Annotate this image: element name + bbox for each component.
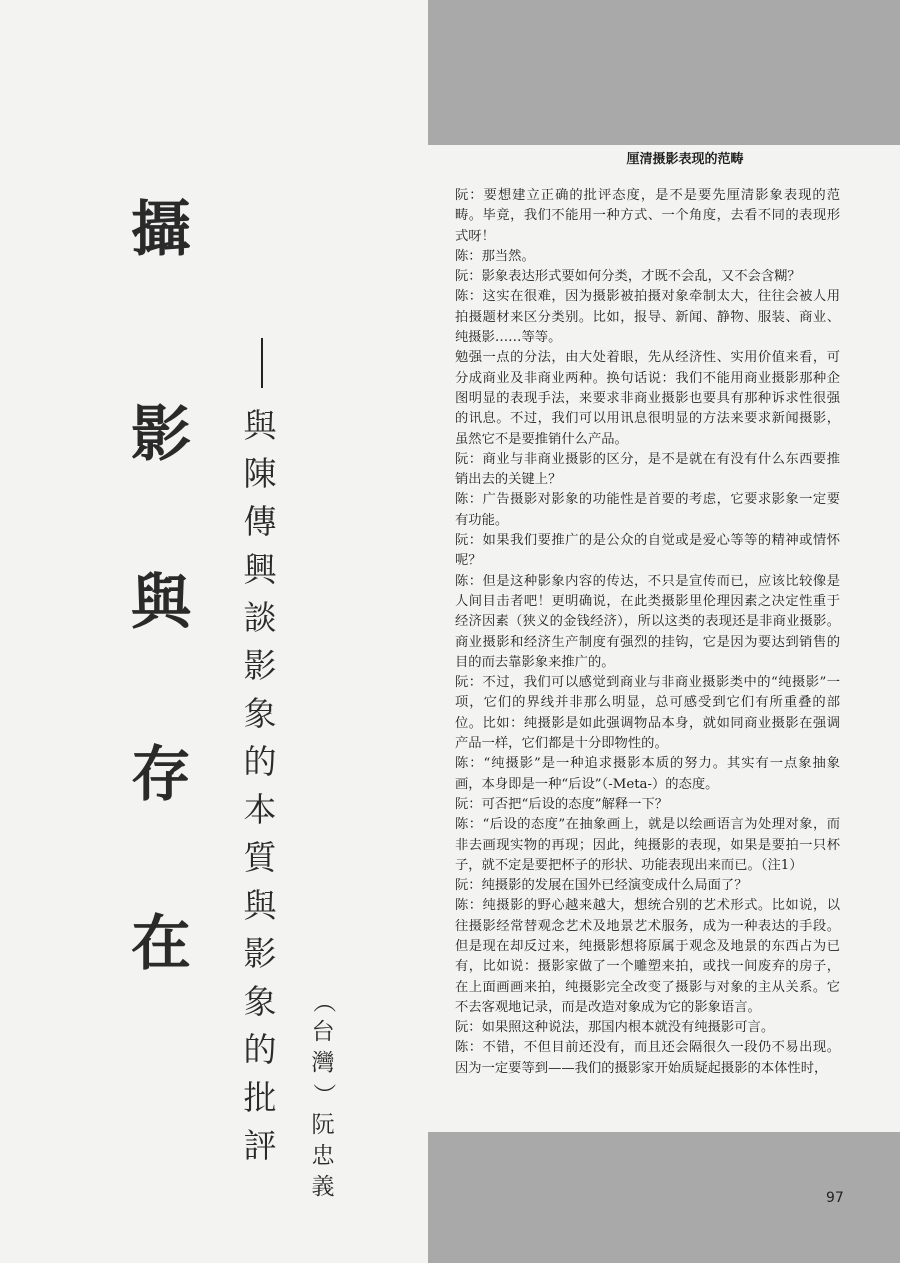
subtitle-char: 質 bbox=[243, 838, 277, 877]
subtitle-char: 陳 bbox=[243, 454, 277, 493]
paragraph: 陈：不错，不但目前还没有，而且还会隔很久一段仍不易出现。因为一定要等到——我们的摄影家开始质疑起摄影的本体性时， bbox=[455, 1040, 840, 1076]
subtitle bbox=[238, 402, 282, 1170]
subtitle-char: 談 bbox=[243, 598, 277, 637]
paragraph: 陈：那当然。 bbox=[455, 248, 535, 264]
paragraph: 陈：但是这种影象内容的传达，不只是宣传而已，应该比较像是人间目击者吧！更明确说，在此类摄影里伦理因素之决定性重于经济因素（狭义的金钱经济），所以这类的表现还是非商业摄影。商业摄影和经济生产制度有强烈的挂钩，它是因为要达到销售的目的而去靠影象来推广的。 bbox=[455, 573, 840, 670]
subtitle-char: 象 bbox=[243, 694, 277, 733]
paragraph: 勉强一点的分法，由大处着眼，先从经济性、实用价值来看，可分成商业及非商业两种。换句话说：我们不能用商业摄影那种企图明显的表现手法，来要求非商业摄影也要具有那种诉求性很强的讯息。不过，我们可以用讯息很明显的方法来要求新闻摄影，虽然它不是要推销什么产品。 bbox=[455, 350, 840, 447]
author-char: 忠 bbox=[311, 1143, 335, 1169]
paragraph: 陈：这实在很难，因为摄影被拍摄对象牵制太大，往往会被人用拍摄题材来区分类别。比如，报导、新闻、静物、服装、商业、纯摄影……等等。 bbox=[455, 289, 840, 346]
subtitle-char: 批 bbox=[243, 1078, 277, 1117]
body-text bbox=[455, 186, 840, 1079]
paragraph: 陈：“后设的态度”在抽象画上，就是以绘画语言为处理对象，而非去画现实物的再现；因此，纯摄影的表现，如果是要拍一只杯子，就不定是要把杯子的形状、功能表现出来而已。（注1） bbox=[455, 817, 840, 873]
page-number: 97 bbox=[826, 1190, 844, 1206]
paragraph: 阮：商业与非商业摄影的区分，是不是就在有没有什么东西要推销出去的关键上？ bbox=[455, 451, 840, 488]
paragraph: 陈：“纯摄影”是一种追求摄影本质的努力。其实有一点象抽象画，本身即是一种“后设”（-Meta-）的态度。 bbox=[455, 756, 840, 792]
subtitle-char: 與 bbox=[243, 406, 277, 445]
subtitle-char: 興 bbox=[243, 550, 277, 589]
top-gray-band bbox=[428, 0, 900, 145]
subtitle-dash bbox=[261, 338, 263, 388]
title-char: 攝 bbox=[131, 195, 191, 265]
paragraph: 阮：如果照这种说法，那国内根本就没有纯摄影可言。 bbox=[455, 1020, 775, 1036]
author-char: （ bbox=[310, 990, 337, 1013]
author-char: 灣 bbox=[311, 1050, 335, 1076]
subtitle-char: 評 bbox=[243, 1126, 277, 1165]
paragraph: 陈：纯摄影的野心越来越大，想统合别的艺术形式。比如说，以往摄影经常替观念艺术及地景艺术服务，成为一种表达的手段。但是现在却反过来，纯摄影想将原属于观念及地景的东西占为已有，比如说：摄影家做了一个雕塑来拍，或找一间废弃的房子，在上面画画来拍，纯摄影完全改变了摄影与对象的主从关系。它不去客观地记录，而是改造对象成为它的影象语言。 bbox=[455, 898, 840, 1015]
subtitle-char: 本 bbox=[243, 790, 277, 829]
author-char: 台 bbox=[311, 1019, 335, 1045]
title-char: 在 bbox=[131, 909, 191, 979]
subtitle-char: 象 bbox=[243, 982, 277, 1021]
subtitle-char: 影 bbox=[243, 646, 277, 685]
subtitle-char: 影 bbox=[243, 934, 277, 973]
author-char: ） bbox=[310, 1083, 337, 1106]
author-byline bbox=[303, 986, 343, 1203]
section-heading: 厘清摄影表现的范畴 bbox=[626, 152, 744, 167]
paragraph: 阮：不过，我们可以感觉到商业与非商业摄影类中的“纯摄影”一项，它们的界线并非那么明显，总可感受到它们有所重叠的部位。比如：纯摄影是如此强调物品本身，就如同商业摄影在强调产品一样，它们都是十分即物性的。 bbox=[455, 675, 840, 752]
paragraph: 陈：广告摄影对影象的功能性是首要的考虑，它要求影象一定要有功能。 bbox=[455, 492, 840, 528]
subtitle-char: 傳 bbox=[243, 502, 277, 541]
paragraph: 阮：如果我们要推广的是公众的自觉或是爱心等等的精神或情怀呢？ bbox=[455, 533, 840, 569]
paragraph: 阮：纯摄影的发展在国外已经演变成什么局面了？ bbox=[455, 878, 748, 894]
paragraph: 阮：可否把“后设的态度”解释一下？ bbox=[455, 796, 669, 812]
subtitle-char: 的 bbox=[243, 742, 277, 781]
paragraph: 阮：影象表达形式要如何分类，才既不会乱，又不会含糊？ bbox=[455, 269, 801, 285]
paragraph: 阮：要想建立正确的批评态度，是不是要先厘清影象表现的范畴。毕竟，我们不能用一种方式、一个角度，去看不同的表现形式呀！ bbox=[455, 188, 840, 244]
subtitle-char: 與 bbox=[243, 886, 277, 925]
subtitle-char: 的 bbox=[243, 1030, 277, 1069]
author-char: 阮 bbox=[311, 1112, 335, 1138]
title-char: 與 bbox=[131, 568, 191, 638]
title-char: 影 bbox=[131, 400, 191, 470]
author-char: 義 bbox=[311, 1174, 335, 1200]
title-char: 存 bbox=[131, 740, 191, 810]
